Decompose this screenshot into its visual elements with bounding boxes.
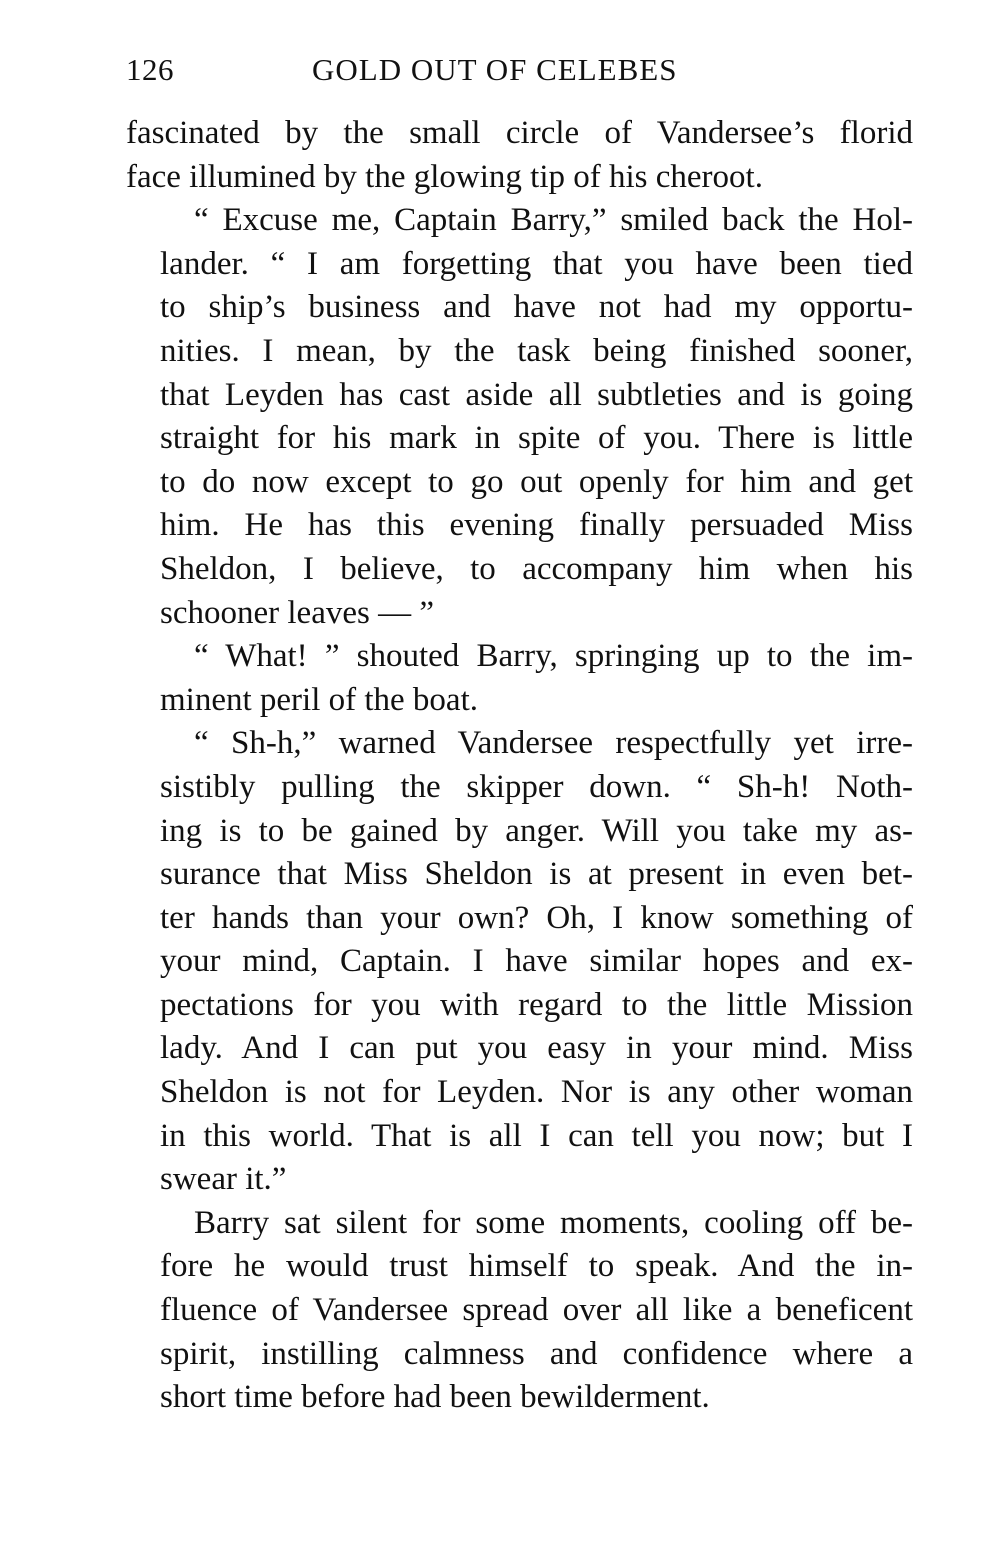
text-line: swear it.” [160, 1161, 287, 1198]
text-line: to ship’s business and have not had my opportu- [160, 289, 913, 326]
text-line: your mind, Captain. I have similar hopes and ex- [160, 943, 913, 980]
body-text [126, 112, 913, 1420]
text-line: lady. And I can put you easy in your mind. Miss [160, 1030, 913, 1067]
text-line: “ Excuse me, Captain Barry,” smiled back the Hol- [194, 202, 913, 239]
text-line: fore he would trust himself to speak. And the in- [160, 1248, 913, 1285]
text-line: that Leyden has cast aside all subtleties and is going [160, 376, 913, 413]
text-line: face illumined by the glowing tip of his cheroot. [126, 158, 763, 195]
paragraph-5 [126, 1202, 913, 1420]
text-line: spirit, instilling calmness and confidence where a [160, 1335, 913, 1372]
paragraph-1 [126, 112, 913, 199]
paragraph-4 [126, 722, 913, 1202]
text-line: lander. “ I am forgetting that you have been tied [160, 245, 913, 282]
text-line: Barry sat silent for some moments, cooling off be- [194, 1204, 913, 1241]
text-line: ter hands than your own? Oh, I know something of [160, 899, 913, 936]
text-line: pectations for you with regard to the little Mission [160, 986, 913, 1023]
text-line: fascinated by the small circle of Vandersee’s florid [126, 115, 913, 151]
text-line: short time before had been bewilderment. [160, 1379, 710, 1416]
text-line: Sheldon is not for Leyden. Nor is any other woman [160, 1074, 913, 1111]
paragraph-2 [126, 199, 913, 635]
text-line: ing is to be gained by anger. Will you take my as- [160, 812, 913, 849]
running-head [126, 50, 916, 90]
text-line: nities. I mean, by the task being finished sooner, [160, 332, 913, 369]
paragraph-3 [126, 635, 913, 722]
text-line: to do now except to go out openly for him and get [160, 463, 913, 500]
text-line: schooner leaves — ” [160, 594, 434, 631]
text-line: minent peril of the boat. [160, 681, 478, 718]
text-line: straight for his mark in spite of you. There is little [160, 420, 913, 457]
text-line: in this world. That is all I can tell you now; but I [160, 1117, 913, 1154]
page-number: 126 [126, 52, 174, 87]
text-line: him. He has this evening finally persuaded Miss [160, 507, 913, 544]
text-line: fluence of Vandersee spread over all like a beneficent [160, 1292, 913, 1329]
text-line: Sheldon, I believe, to accompany him when his [160, 550, 913, 587]
text-line: surance that Miss Sheldon is at present in even bet- [160, 856, 913, 893]
text-line: “ Sh-h,” warned Vandersee respectfully yet irre- [194, 725, 913, 762]
text-line: “ What! ” shouted Barry, springing up to the im- [194, 638, 913, 675]
running-title: GOLD OUT OF CELEBES [312, 52, 678, 87]
text-line: sistibly pulling the skipper down. “ Sh-h! Noth- [160, 768, 913, 805]
